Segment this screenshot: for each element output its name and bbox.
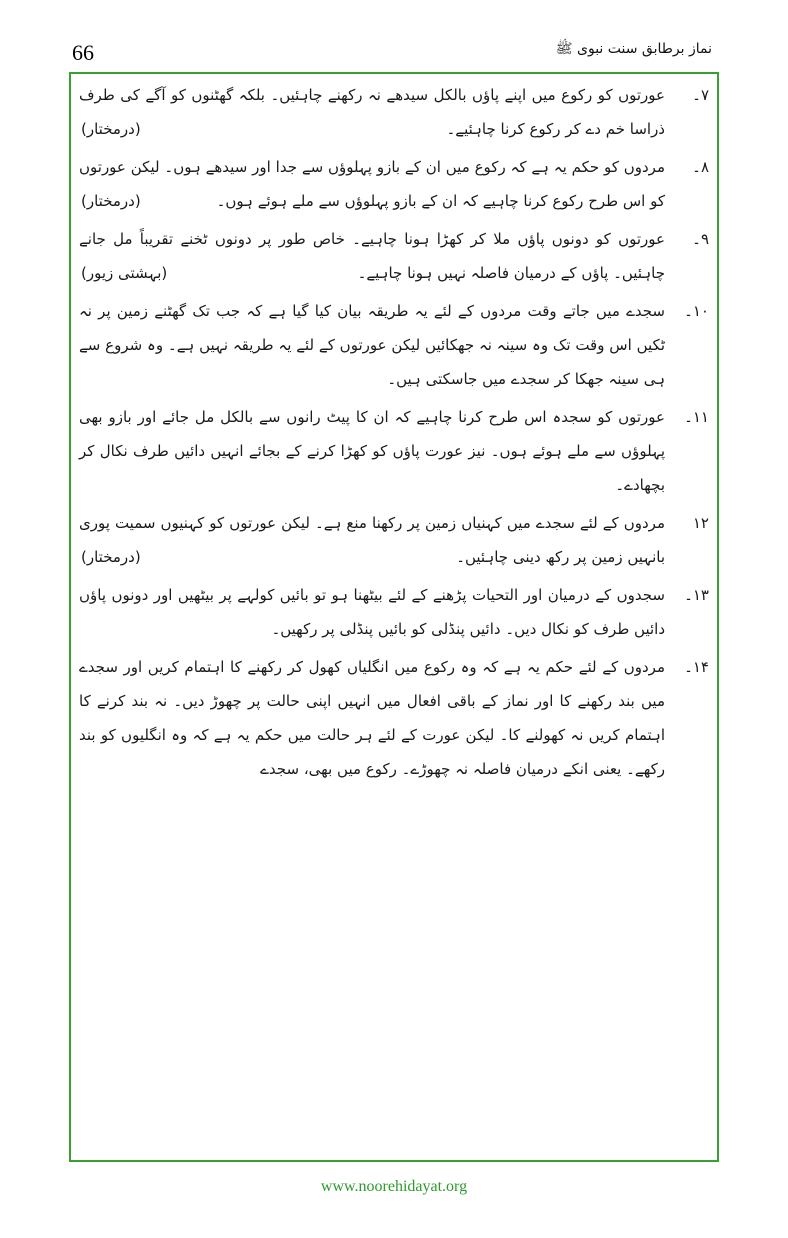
item-text — [73, 400, 665, 502]
item-number: ۱۲ — [692, 514, 709, 532]
item-reference: (درمختار) — [81, 192, 141, 210]
item-body: عورتوں کو دونوں پاؤں ملا کر کھڑا ہونا چاہیے۔ خاص طور پر دونوں ٹخنے تقریباً مل جانے چاہئیں۔ پاؤں کے درمیان فاصلہ نہیں ہونا چاہیے۔ — [79, 230, 665, 282]
item-text — [73, 294, 665, 396]
item-body: سجدوں کے درمیان اور التحیات پڑھنے کے لئے بیٹھنا ہو تو بائیں کولہے پر بیٹھیں اور دونوں پاؤں دائیں طرف کو نکال دیں۔ دائیں پنڈلی کو بائیں پنڈلی پر رکھیں۔ — [79, 586, 665, 638]
list-item-9 — [73, 222, 715, 290]
list-item-11 — [73, 400, 715, 502]
item-text — [73, 78, 665, 146]
running-title: نماز برطابق سنت نبوی ﷺ — [555, 41, 712, 57]
item-reference: (درمختار) — [81, 120, 141, 138]
list-item-7 — [73, 78, 715, 146]
item-body: مردوں کو حکم یہ ہے کہ رکوع میں ان کے بازو پہلوؤں سے جدا اور سیدھے ہوں۔ لیکن عورتوں کو اس طرح رکوع کرنا چاہیے کہ ان کے بازو پہلوؤں سے ملے ہوئے ہوں۔ — [79, 158, 665, 210]
list-item-8 — [73, 150, 715, 218]
item-reference: (درمختار) — [81, 548, 141, 566]
item-text — [73, 578, 665, 646]
item-body: سجدے میں جاتے وقت مردوں کے لئے یہ طریقہ بیان کیا گیا ہے کہ جب تک گھٹنے زمین پر نہ ٹکیں اس وقت تک وہ سینہ نہ جھکائیں لیکن عورتوں کے لئے یہ طریقہ نہیں ہے۔ وہ شروع سے ہی سینہ جھکا کر سجدے میں جاسکتی ہیں۔ — [79, 302, 665, 388]
item-text — [73, 150, 665, 218]
item-reference: (بہشتی زیور) — [81, 264, 168, 282]
page-number: 66 — [72, 40, 94, 65]
item-number: ۱۰۔ — [684, 302, 709, 320]
item-number: ۹۔ — [692, 230, 709, 248]
list-item-10 — [73, 294, 715, 396]
item-body: عورتوں کو رکوع میں اپنے پاؤں بالکل سیدھے نہ رکھنے چاہئیں۔ بلکہ گھٹنوں کو آگے کی طرف ذراسا خم دے کر رکوع کرنا چاہئیے۔ — [79, 86, 665, 138]
item-body: عورتوں کو سجدہ اس طرح کرنا چاہیے کہ ان کا پیٹ رانوں سے بالکل مل جائے اور بازو بھی پہلوؤں سے ملے ہوئے ہوں۔ نیز عورت پاؤں کو کھڑا کرنے کے بجائے انہیں دائیں طرف نکال کر بچھادے۔ — [79, 408, 665, 494]
article-body — [73, 78, 715, 790]
list-item-12 — [73, 506, 715, 574]
item-number: ۸۔ — [692, 158, 709, 176]
item-text — [73, 650, 665, 786]
item-text — [73, 222, 665, 290]
item-body: مردوں کے لئے حکم یہ ہے کہ وہ رکوع میں انگلیاں کھول کر رکھنے کا اہتمام کریں اور سجدے میں بند رکھنے کا اور نماز کے باقی افعال میں انہیں اپنی حالت پر چھوڑ دیں۔ نہ بند کرنے کا اہتمام کریں نہ کھولنے کا۔ لیکن عورت کے لئے ہر حالت میں حکم یہ ہے کہ وہ انگلیوں کو بند رکھے۔ یعنی انکے درمیان فاصلہ نہ چھوڑے۔ رکوع میں بھی، سجدے — [79, 658, 665, 778]
item-number: ۱۱۔ — [684, 408, 709, 426]
list-item-13 — [73, 578, 715, 646]
item-number: ۱۳۔ — [684, 586, 709, 604]
footer-website-link[interactable]: www.noorehidayat.org — [320, 1178, 468, 1195]
item-text — [73, 506, 665, 574]
list-item-14 — [73, 650, 715, 786]
item-number: ۷۔ — [692, 86, 709, 104]
item-body: مردوں کے لئے سجدے میں کہنیاں زمین پر رکھنا منع ہے۔ لیکن عورتوں کو کہنیوں سمیت پوری بانہیں زمین پر رکھ دینی چاہئیں۔ — [79, 514, 665, 566]
item-number: ۱۴۔ — [684, 658, 709, 676]
